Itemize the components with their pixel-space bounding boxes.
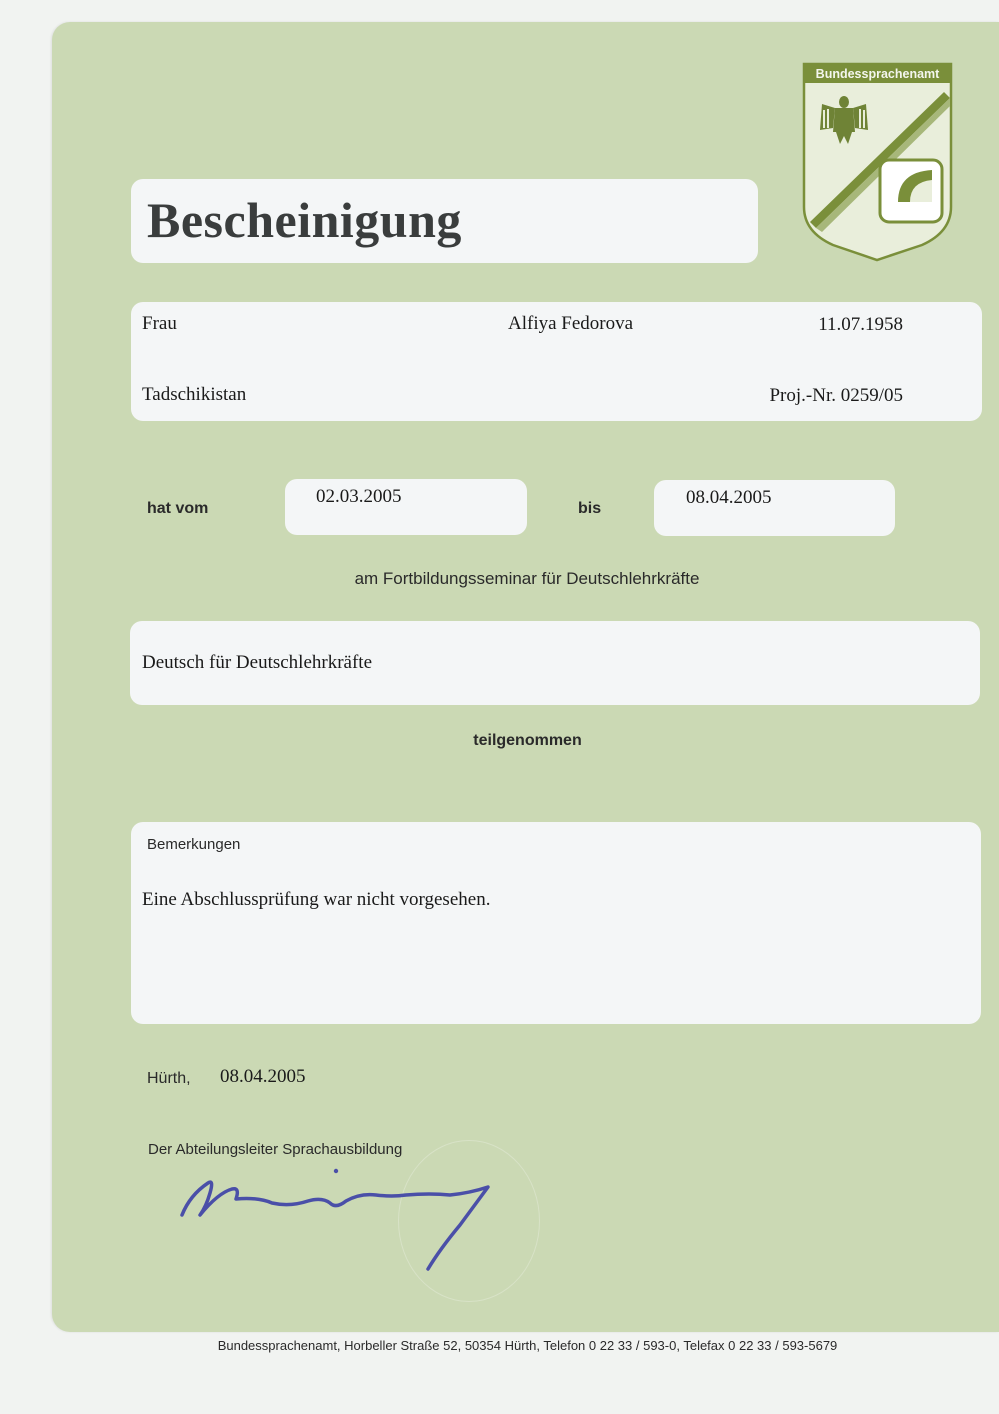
from-label: hat vom xyxy=(147,500,209,517)
signature xyxy=(170,1165,500,1280)
page-title: Bescheinigung xyxy=(147,192,462,248)
remarks-box xyxy=(131,822,981,1024)
to-label: bis xyxy=(578,500,602,517)
project-number: Proj.-Nr. 0259/05 xyxy=(769,385,903,406)
remarks-text: Eine Abschlussprüfung war nicht vorgesehen. xyxy=(142,889,491,910)
issue-date: 08.04.2005 xyxy=(220,1066,306,1087)
page-icon xyxy=(880,160,942,222)
salutation: Frau xyxy=(142,313,177,334)
footer-address: Bundessprachenamt, Horbeller Straße 52, 50354 Hürth, Telefon 0 22 33 / 593-0, Telefax 0 22 33 / 593-5679 xyxy=(217,1338,838,1353)
signatory-title: Der Abteilungsleiter Sprachausbildung xyxy=(148,1141,403,1158)
country: Tadschikistan xyxy=(142,384,247,405)
birthdate: 11.07.1958 xyxy=(818,314,903,335)
from-date: 02.03.2005 xyxy=(316,486,402,507)
to-date: 08.04.2005 xyxy=(686,487,772,508)
bundessprachenamt-emblem xyxy=(802,62,953,262)
seminar-name: Deutsch für Deutschlehrkräfte xyxy=(142,652,373,673)
seminar-intro: am Fortbildungsseminar für Deutschlehrkräfte xyxy=(354,569,700,588)
remarks-label: Bemerkungen xyxy=(147,836,241,853)
place: Hürth, xyxy=(147,1070,191,1087)
participation-outcome: teilgenommen xyxy=(473,732,582,749)
emblem-label: Bundessprachenamt xyxy=(815,67,940,81)
person-name: Alfiya Fedorova xyxy=(508,313,634,334)
